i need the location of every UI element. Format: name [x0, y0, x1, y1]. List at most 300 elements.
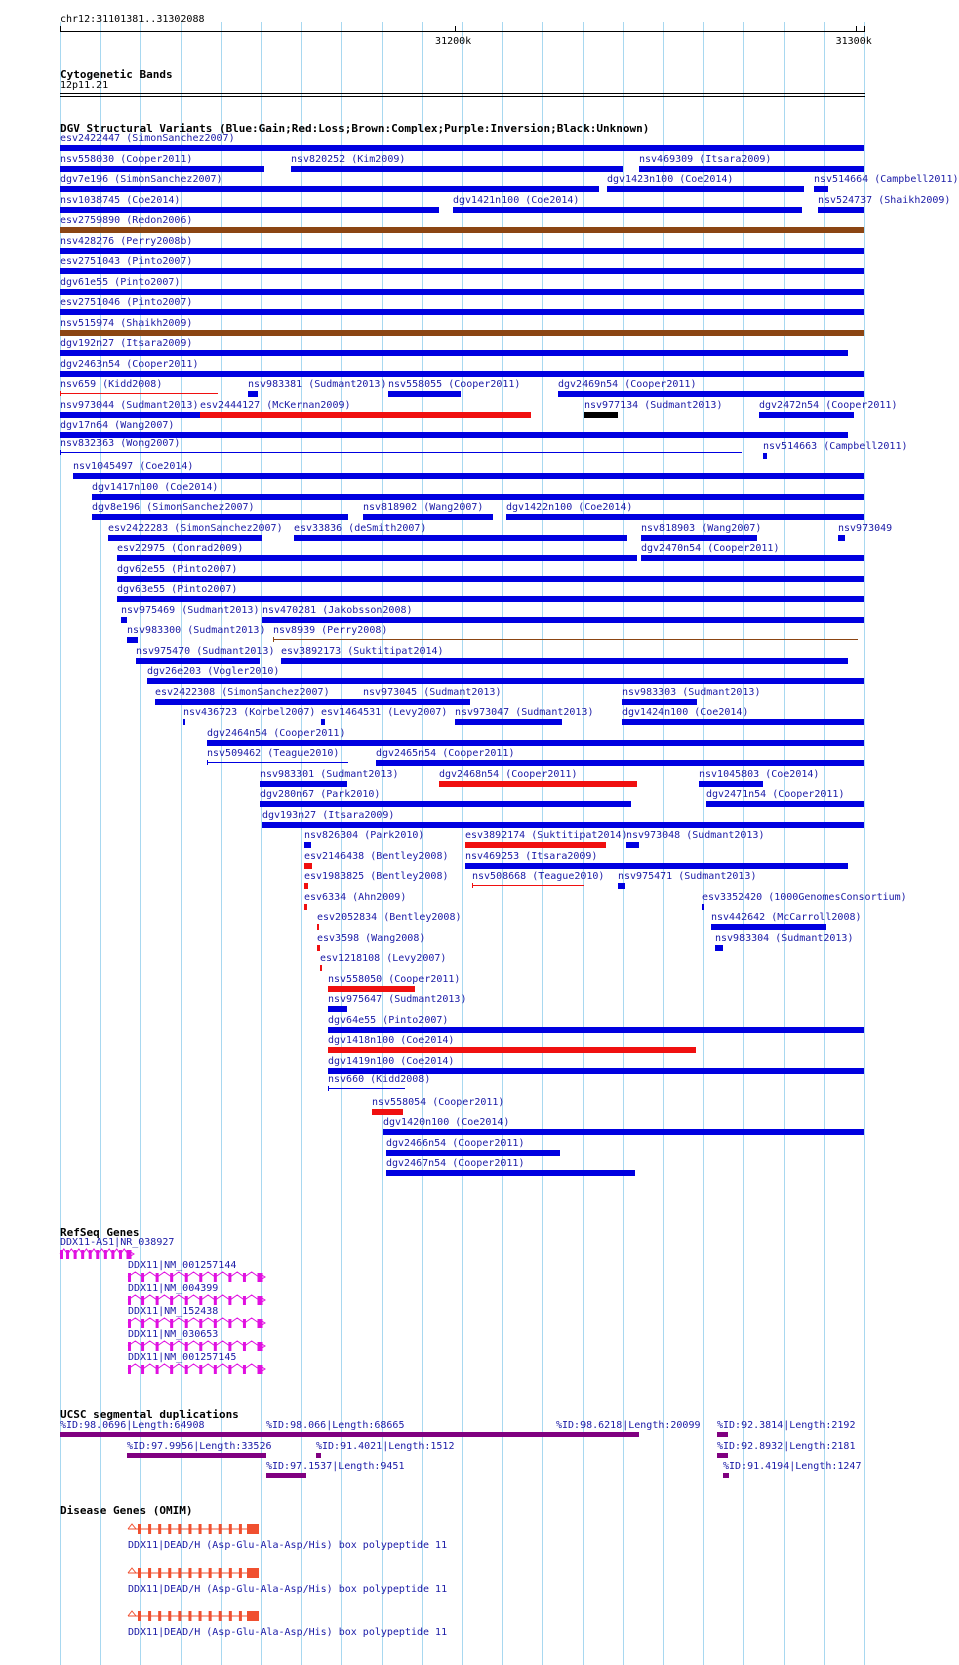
dgv-variant-bar[interactable] — [328, 1047, 696, 1053]
omim-exon — [188, 1524, 191, 1534]
dgv-variant-bar[interactable] — [558, 391, 864, 397]
dgv-variant-label: dgv2467n54 (Cooper2011) — [386, 1158, 525, 1169]
dgv-variant-label: esv2422283 (SimonSanchez2007) — [108, 522, 283, 534]
omim-section-title: Disease Genes (OMIM) — [60, 1504, 193, 1517]
dgv-variant-bar[interactable] — [147, 678, 864, 684]
segdup-label: %ID:98.0696|Length:64908 — [60, 1420, 205, 1431]
omim-exon — [247, 1611, 259, 1621]
refseq-exon — [96, 1250, 99, 1259]
refseq-exon — [170, 1342, 173, 1351]
dgv-variant-bar[interactable] — [376, 760, 864, 766]
refseq-exon — [199, 1296, 202, 1305]
refseq-gene-label: DDX11|NM_030653 — [128, 1329, 219, 1340]
segdup-bar[interactable] — [127, 1453, 266, 1458]
omim-exon — [239, 1524, 242, 1534]
segdup-label: %ID:97.9956|Length:33526 — [127, 1440, 272, 1452]
dgv-variant-label: esv33836 (deSmith2007) — [294, 522, 427, 534]
dgv-variant-label: esv22975 (Conrad2009) — [117, 543, 244, 554]
omim-exon — [209, 1524, 212, 1534]
omim-exon — [168, 1611, 171, 1621]
refseq-exon — [119, 1250, 122, 1259]
dgv-variant-bar[interactable] — [465, 842, 606, 848]
refseq-gene-label: DDX11|NM_001257145 — [128, 1352, 237, 1363]
dgv-variant-label: nsv524737 (Shaikh2009) — [818, 194, 951, 206]
refseq-exon — [128, 1342, 131, 1351]
dgv-variant-bar[interactable] — [60, 330, 864, 336]
dgv-variant-bar[interactable] — [386, 1170, 635, 1176]
dgv-variant-bar[interactable] — [639, 166, 864, 172]
dgv-variant-label: dgv2472n54 (Cooper2011) — [759, 399, 898, 411]
dgv-variant-label: nsv973049 — [838, 522, 893, 534]
dgv-variant-bar[interactable] — [60, 248, 864, 254]
omim-gene-label: DDX11|DEAD/H (Asp-Glu-Ala-Asp/His) box polypeptide 11 — [128, 1627, 448, 1638]
dgv-variant-bar[interactable] — [472, 885, 584, 886]
dgv-variant-bar[interactable] — [60, 371, 864, 377]
refseq-exon — [243, 1319, 246, 1328]
dgv-variant-label: dgv2468n54 (Cooper2011) — [439, 768, 578, 780]
dgv-variant-bar[interactable] — [262, 617, 864, 623]
dgv-variant-bar[interactable] — [117, 555, 637, 561]
segdup-bar[interactable] — [266, 1432, 556, 1437]
omim-exon — [148, 1611, 151, 1621]
dgv-variant-label: esv6334 (Ahn2009) — [304, 891, 407, 903]
omim-gene-model[interactable] — [128, 1522, 261, 1536]
dgv-variant-label: dgv2465n54 (Cooper2011) — [376, 748, 515, 759]
dgv-variant-label: dgv2466n54 (Cooper2011) — [386, 1137, 525, 1149]
dgv-variant-label: nsv983381 (Sudmant2013) — [248, 379, 387, 390]
omim-exon — [239, 1611, 242, 1621]
dgv-variant-bar[interactable] — [320, 965, 322, 971]
omim-exon — [229, 1524, 232, 1534]
dgv-variant-label: dgv1423n100 (Coe2014) — [607, 174, 734, 185]
omim-exon — [178, 1568, 181, 1578]
refseq-exon — [128, 1319, 131, 1328]
dgv-variant-bar[interactable] — [260, 781, 347, 787]
segdup-label: %ID:92.8932|Length:2181 — [717, 1440, 856, 1452]
dgv-variant-label: esv3892173 (Suktitipat2014) — [281, 645, 444, 657]
omim-gene-model[interactable] — [128, 1609, 261, 1623]
refseq-exon — [156, 1296, 159, 1305]
dgv-variant-bar[interactable] — [304, 883, 308, 889]
dgv-variant-bar[interactable] — [626, 842, 639, 848]
segdup-bar[interactable] — [316, 1453, 321, 1458]
dgv-section-title: DGV Structural Variants (Blue:Gain;Red:Loss;Brown:Complex;Purple:Inversion;Black:Unknown) — [60, 122, 650, 135]
dgv-variant-label: nsv470281 (Jakobsson2008) — [262, 604, 413, 616]
refseq-exon — [156, 1273, 159, 1282]
dgv-variant-label: esv3598 (Wang2008) — [317, 932, 426, 944]
dgv-variant-label: esv2751046 (Pinto2007) — [60, 297, 193, 308]
refseq-exon — [156, 1319, 159, 1328]
dgv-variant-label: nsv826304 (Park2010) — [304, 830, 425, 841]
dgv-variant-label: esv2422447 (SimonSanchez2007) — [60, 133, 235, 144]
dgv-variant-bar[interactable] — [207, 762, 348, 763]
dgv-variant-bar[interactable] — [383, 1129, 864, 1135]
refseq-exon — [170, 1296, 173, 1305]
segdup-section-title: UCSC segmental duplications — [60, 1408, 239, 1421]
refseq-exon — [243, 1365, 246, 1374]
dgv-variant-bar[interactable] — [363, 699, 470, 705]
dgv-variant-bar[interactable] — [759, 412, 854, 418]
segdup-bar[interactable] — [717, 1432, 728, 1437]
refseq-gene-model[interactable] — [128, 1271, 267, 1283]
dgv-variant-bar[interactable] — [618, 883, 625, 889]
dgv-variant-bar[interactable] — [439, 781, 637, 787]
dgv-variant-label: nsv973048 (Sudmant2013) — [626, 830, 765, 841]
refseq-exon — [214, 1319, 217, 1328]
dgv-variant-bar[interactable] — [814, 186, 828, 192]
dgv-variant-bar[interactable] — [838, 535, 845, 541]
dgv-variant-label: nsv514664 (Campbell2011) — [814, 174, 959, 185]
dgv-variant-bar[interactable] — [584, 412, 618, 418]
dgv-variant-bar[interactable] — [363, 514, 493, 520]
dgv-variant-bar[interactable] — [281, 658, 848, 664]
dgv-variant-label: esv1218108 (Levy2007) — [320, 953, 447, 964]
refseq-gene-model[interactable] — [128, 1294, 267, 1306]
refseq-section-title: RefSeq Genes — [60, 1226, 140, 1239]
omim-exon — [138, 1524, 141, 1534]
dgv-variant-label: dgv7e196 (SimonSanchez2007) — [60, 174, 223, 185]
refseq-gene-model[interactable] — [60, 1248, 136, 1260]
refseq-exon — [228, 1319, 231, 1328]
refseq-exon — [243, 1273, 246, 1282]
ruler-tick — [455, 26, 456, 32]
dgv-variant-label: dgv26e203 (Vogler2010) — [147, 666, 280, 677]
dgv-variant-bar[interactable] — [155, 699, 370, 705]
dgv-variant-label: esv2751043 (Pinto2007) — [60, 256, 193, 267]
segdup-bar[interactable] — [723, 1473, 729, 1478]
omim-exon — [138, 1611, 141, 1621]
refseq-exon — [185, 1319, 188, 1328]
dgv-variant-bar[interactable] — [453, 207, 802, 213]
dgv-variant-bar[interactable] — [328, 1027, 864, 1033]
omim-exon — [199, 1568, 202, 1578]
dgv-variant-bar[interactable] — [117, 596, 864, 602]
dgv-variant-label: esv1464531 (Levy2007) — [321, 707, 448, 718]
omim-exon — [209, 1611, 212, 1621]
dgv-variant-label: nsv983304 (Sudmant2013) — [715, 932, 854, 944]
segdup-label: %ID:97.1537|Length:9451 — [266, 1461, 405, 1472]
dgv-variant-label: dgv2464n54 (Cooper2011) — [207, 727, 346, 739]
dgv-variant-label: nsv975647 (Sudmant2013) — [328, 994, 467, 1005]
dgv-variant-label: dgv193n27 (Itsara2009) — [262, 809, 395, 821]
dgv-variant-bar[interactable] — [372, 1109, 403, 1115]
dgv-variant-bar[interactable] — [711, 924, 826, 930]
dgv-variant-bar[interactable] — [136, 658, 260, 664]
refseq-exon — [128, 1273, 131, 1282]
dgv-variant-label: dgv1417n100 (Coe2014) — [92, 481, 219, 493]
omim-gene-model[interactable] — [128, 1566, 261, 1580]
dgv-variant-bar[interactable] — [763, 453, 767, 459]
dgv-variant-cap — [328, 1086, 329, 1091]
ruler-label: 31200k — [435, 36, 472, 47]
dgv-variant-bar[interactable] — [207, 740, 864, 746]
dgv-variant-bar[interactable] — [699, 781, 763, 787]
refseq-exon — [74, 1250, 77, 1259]
dgv-variant-bar[interactable] — [60, 268, 864, 274]
dgv-variant-bar[interactable] — [73, 473, 864, 479]
segdup-bar[interactable] — [60, 1432, 266, 1437]
dgv-variant-bar[interactable] — [622, 719, 864, 725]
dgv-variant-label: esv1983825 (Bentley2008) — [304, 871, 449, 882]
dgv-variant-label: nsv973047 (Sudmant2013) — [455, 707, 594, 718]
omim-exon — [199, 1524, 202, 1534]
dgv-variant-label: nsv659 (Kidd2008) — [60, 379, 163, 390]
dgv-variant-bar[interactable] — [328, 1088, 405, 1089]
dgv-variant-label: nsv660 (Kidd2008) — [328, 1073, 431, 1085]
segdup-bar[interactable] — [266, 1473, 306, 1478]
segdup-label: %ID:98.066|Length:68665 — [266, 1420, 405, 1431]
omim-exon — [168, 1568, 171, 1578]
refseq-intron-path — [128, 1272, 259, 1277]
dgv-variant-label: nsv977134 (Sudmant2013) — [584, 399, 723, 411]
dgv-variant-bar[interactable] — [506, 514, 864, 520]
dgv-variant-label: nsv975471 (Sudmant2013) — [618, 871, 757, 882]
dgv-variant-label: dgv1419n100 (Coe2014) — [328, 1055, 455, 1067]
dgv-variant-label: nsv436723 (Korbel2007) — [183, 707, 316, 718]
omim-exon — [219, 1524, 222, 1534]
omim-gene-label: DDX11|DEAD/H (Asp-Glu-Ala-Asp/His) box polypeptide 11 — [128, 1583, 448, 1595]
dgv-variant-label: dgv1420n100 (Coe2014) — [383, 1117, 510, 1128]
dgv-variant-label: nsv508668 (Teague2010) — [472, 871, 605, 882]
dgv-variant-label: dgv64e55 (Pinto2007) — [328, 1014, 449, 1026]
refseq-gene-label: DDX11|NM_001257144 — [128, 1260, 237, 1271]
dgv-variant-label: nsv1045497 (Coe2014) — [73, 461, 194, 472]
omim-exon — [247, 1524, 259, 1534]
refseq-exon — [228, 1296, 231, 1305]
dgv-variant-label: nsv509462 (Teague2010) — [207, 748, 340, 759]
dgv-variant-label: dgv1418n100 (Coe2014) — [328, 1035, 455, 1046]
dgv-variant-bar[interactable] — [273, 639, 858, 640]
dgv-variant-bar[interactable] — [304, 863, 312, 869]
cytoband-line-top — [60, 93, 865, 94]
dgv-variant-label: nsv558050 (Cooper2011) — [328, 973, 461, 985]
dgv-variant-label: nsv820252 (Kim2009) — [291, 153, 406, 165]
refseq-exon — [104, 1250, 107, 1259]
refseq-exon — [199, 1319, 202, 1328]
dgv-variant-bar[interactable] — [291, 166, 623, 172]
dgv-variant-label: nsv558055 (Cooper2011) — [388, 379, 521, 390]
dgv-variant-bar[interactable] — [262, 822, 864, 828]
dgv-variant-bar[interactable] — [715, 945, 723, 951]
dgv-variant-bar[interactable] — [127, 637, 138, 643]
refseq-exon — [89, 1250, 92, 1259]
dgv-variant-label: dgv62e55 (Pinto2007) — [117, 563, 238, 575]
dgv-variant-bar[interactable] — [706, 801, 864, 807]
refseq-exon — [128, 1365, 131, 1374]
segdup-label: %ID:98.6218|Length:20099 — [556, 1420, 701, 1431]
dgv-variant-bar[interactable] — [60, 227, 864, 233]
dgv-variant-bar[interactable] — [183, 719, 185, 725]
refseq-exon — [66, 1250, 69, 1259]
refseq-exon — [243, 1342, 246, 1351]
ruler-line — [60, 31, 865, 32]
dgv-variant-bar[interactable] — [641, 555, 864, 561]
dgv-variant-label: esv3352420 (1000GenomesConsortium) — [702, 891, 907, 903]
dgv-variant-bar[interactable] — [321, 719, 325, 725]
dgv-variant-bar[interactable] — [60, 145, 864, 151]
refseq-exon — [141, 1273, 144, 1282]
refseq-exon — [214, 1342, 217, 1351]
segdup-bar[interactable] — [717, 1453, 728, 1458]
dgv-variant-label: nsv514663 (Campbell2011) — [763, 440, 908, 452]
dgv-variant-bar[interactable] — [92, 514, 348, 520]
dgv-variant-label: nsv832363 (Wong2007) — [60, 438, 181, 450]
omim-exon — [219, 1568, 222, 1578]
refseq-exon — [81, 1250, 84, 1259]
dgv-variant-label: nsv515974 (Shaikh2009) — [60, 317, 193, 329]
dgv-variant-bar[interactable] — [702, 904, 704, 910]
ruler-label: 31300k — [835, 36, 872, 47]
dgv-variant-label: dgv17n64 (Wang2007) — [60, 420, 175, 431]
dgv-variant-bar[interactable] — [465, 863, 848, 869]
dgv-variant-bar[interactable] — [328, 1068, 864, 1074]
dgv-variant-bar[interactable] — [121, 617, 127, 623]
dgv-variant-bar[interactable] — [60, 432, 848, 438]
dgv-variant-bar[interactable] — [607, 186, 804, 192]
dgv-variant-label: nsv973045 (Sudmant2013) — [363, 686, 502, 698]
dgv-variant-label: nsv428276 (Perry2008b) — [60, 235, 193, 247]
dgv-variant-label: dgv192n27 (Itsara2009) — [60, 338, 193, 349]
refseq-exon — [111, 1250, 114, 1259]
dgv-variant-bar[interactable] — [92, 494, 864, 500]
dgv-variant-bar[interactable] — [248, 391, 258, 397]
omim-exon — [158, 1524, 161, 1534]
dgv-variant-label: dgv2469n54 (Cooper2011) — [558, 379, 697, 390]
dgv-variant-bar[interactable] — [200, 412, 531, 418]
dgv-variant-bar[interactable] — [304, 842, 311, 848]
dgv-variant-bar[interactable] — [60, 393, 218, 394]
dgv-variant-label: dgv1421n100 (Coe2014) — [453, 194, 580, 206]
cytoband-line-bottom — [60, 96, 865, 97]
dgv-variant-bar[interactable] — [60, 289, 864, 295]
omim-exon — [229, 1611, 232, 1621]
dgv-variant-bar[interactable] — [304, 904, 307, 910]
refseq-gene-model[interactable] — [128, 1363, 267, 1375]
refseq-exon — [128, 1296, 131, 1305]
dgv-variant-label: esv3892174 (Suktitipat2014) — [465, 830, 628, 841]
dgv-variant-bar[interactable] — [317, 945, 320, 951]
dgv-variant-bar[interactable] — [60, 309, 864, 315]
refseq-gene-model[interactable] — [128, 1340, 267, 1352]
cytoband-section-title: Cytogenetic Bands — [60, 68, 173, 81]
omim-exon — [138, 1568, 141, 1578]
dgv-variant-cap — [207, 760, 208, 765]
dgv-variant-label: nsv558054 (Cooper2011) — [372, 1096, 505, 1108]
refseq-exon — [228, 1365, 231, 1374]
omim-exon — [247, 1568, 259, 1578]
dgv-variant-label: esv2444127 (McKernan2009) — [200, 399, 351, 411]
dgv-variant-bar[interactable] — [60, 166, 264, 172]
dgv-variant-bar[interactable] — [108, 535, 262, 541]
omim-exon — [188, 1568, 191, 1578]
refseq-exon — [170, 1365, 173, 1374]
dgv-variant-label: dgv2471n54 (Cooper2011) — [706, 789, 845, 800]
segdup-label: %ID:91.4021|Length:1512 — [316, 1440, 455, 1452]
omim-gene-label: DDX11|DEAD/H (Asp-Glu-Ala-Asp/His) box polypeptide 11 — [128, 1540, 448, 1551]
refseq-exon — [214, 1365, 217, 1374]
omim-exon — [168, 1524, 171, 1534]
dgv-variant-bar[interactable] — [294, 535, 627, 541]
dgv-variant-bar[interactable] — [117, 576, 864, 582]
dgv-variant-bar[interactable] — [328, 986, 415, 992]
dgv-variant-bar[interactable] — [317, 924, 319, 930]
dgv-variant-cap — [60, 391, 61, 396]
dgv-variant-bar[interactable] — [622, 699, 697, 705]
refseq-gene-model[interactable] — [128, 1317, 267, 1329]
dgv-variant-label: nsv442642 (McCarroll2008) — [711, 912, 862, 923]
omim-exon — [209, 1568, 212, 1578]
refseq-intron-path — [128, 1318, 259, 1323]
refseq-exon — [214, 1273, 217, 1282]
refseq-exon — [141, 1319, 144, 1328]
omim-exon — [239, 1568, 242, 1578]
dgv-variant-cap — [273, 637, 274, 642]
refseq-intron-path — [128, 1341, 259, 1346]
dgv-variant-label: nsv1038745 (Coe2014) — [60, 194, 181, 206]
refseq-exon — [199, 1342, 202, 1351]
dgv-variant-bar[interactable] — [60, 207, 439, 213]
segdup-label: %ID:92.3814|Length:2192 — [717, 1420, 856, 1431]
refseq-exon — [156, 1365, 159, 1374]
refseq-exon — [185, 1342, 188, 1351]
refseq-exon — [141, 1342, 144, 1351]
refseq-exon — [185, 1296, 188, 1305]
dgv-variant-label: nsv983301 (Sudmant2013) — [260, 768, 399, 780]
dgv-variant-bar[interactable] — [386, 1150, 560, 1156]
refseq-exon — [156, 1342, 159, 1351]
refseq-exon — [185, 1365, 188, 1374]
dgv-variant-label: dgv280n67 (Park2010) — [260, 789, 381, 800]
dgv-variant-bar[interactable] — [60, 452, 742, 453]
dgv-variant-label: dgv2470n54 (Cooper2011) — [641, 543, 780, 554]
dgv-variant-bar[interactable] — [260, 801, 631, 807]
refseq-exon — [170, 1319, 173, 1328]
dgv-variant-bar[interactable] — [60, 412, 200, 418]
refseq-exon — [141, 1296, 144, 1305]
dgv-variant-bar[interactable] — [60, 186, 599, 192]
dgv-variant-bar[interactable] — [60, 350, 848, 356]
dgv-variant-label: nsv983303 (Sudmant2013) — [622, 686, 761, 698]
omim-exon — [219, 1611, 222, 1621]
dgv-variant-label: esv2422308 (SimonSanchez2007) — [155, 686, 330, 698]
refseq-intron-path — [60, 1249, 128, 1254]
dgv-variant-label: esv2759890 (Redon2006) — [60, 215, 193, 226]
dgv-variant-label: nsv8939 (Perry2008) — [273, 625, 388, 636]
refseq-exon — [199, 1273, 202, 1282]
dgv-variant-bar[interactable] — [388, 391, 461, 397]
dgv-variant-label: nsv558030 (Cooper2011) — [60, 153, 193, 165]
refseq-intron-path — [128, 1364, 259, 1369]
dgv-variant-bar[interactable] — [641, 535, 757, 541]
dgv-variant-bar[interactable] — [818, 207, 864, 213]
omim-exon — [229, 1568, 232, 1578]
refseq-exon — [185, 1273, 188, 1282]
dgv-variant-cap — [472, 883, 473, 888]
omim-exon — [148, 1524, 151, 1534]
refseq-exon — [170, 1273, 173, 1282]
dgv-variant-bar[interactable] — [455, 719, 562, 725]
dgv-variant-label: nsv818903 (Wang2007) — [641, 522, 762, 534]
segdup-bar[interactable] — [556, 1432, 639, 1437]
dgv-variant-label: nsv818902 (Wang2007) — [363, 502, 484, 513]
dgv-variant-bar[interactable] — [328, 1006, 347, 1012]
omim-exon — [188, 1611, 191, 1621]
omim-exon — [158, 1568, 161, 1578]
dgv-variant-label: dgv2463n54 (Cooper2011) — [60, 358, 199, 370]
dgv-variant-label: esv2146438 (Bentley2008) — [304, 850, 449, 862]
refseq-exon — [141, 1365, 144, 1374]
ruler-tick-start — [60, 26, 61, 32]
